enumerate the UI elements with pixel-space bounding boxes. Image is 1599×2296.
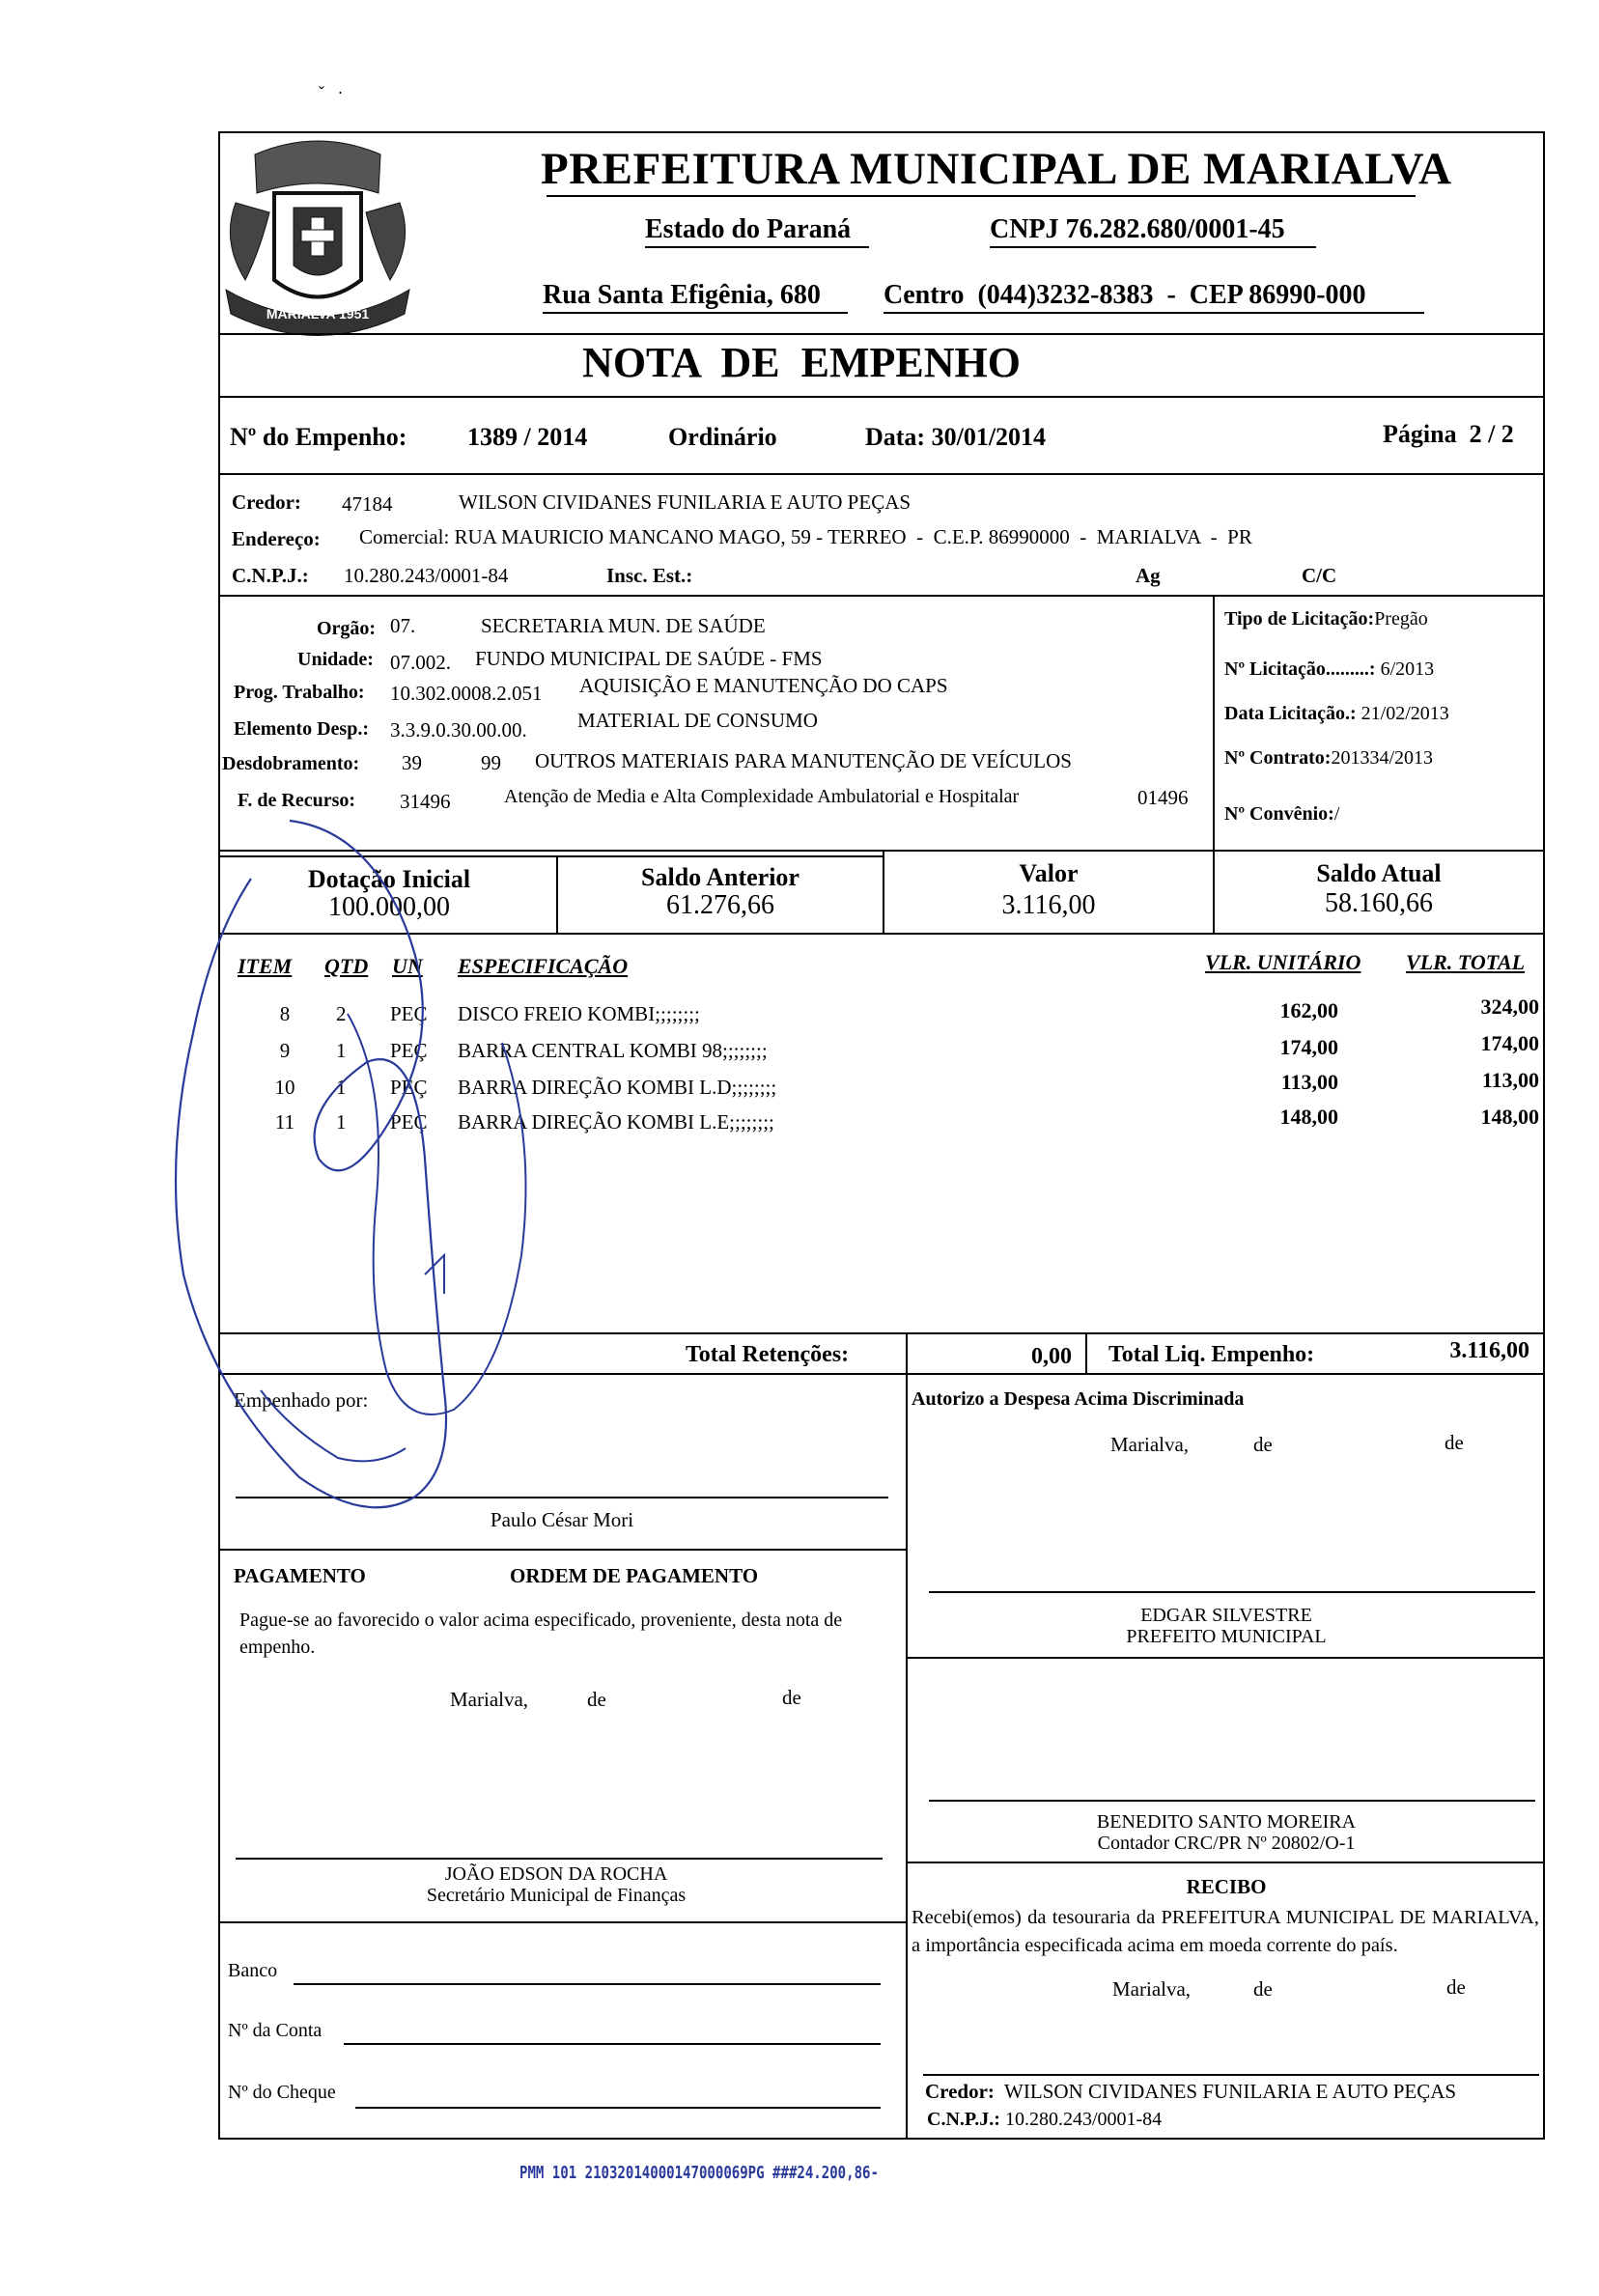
state-name: Estado do Paraná xyxy=(645,214,852,244)
conta-label: Nº da Conta xyxy=(228,2020,323,2041)
recibo-place: Marialva, xyxy=(1112,1977,1192,2001)
item-qty: 2 xyxy=(336,1002,347,1025)
retencoes-label: Total Retenções: xyxy=(686,1342,850,1367)
unidade-code: 07.002. xyxy=(390,651,451,674)
pagamento-de-2: de xyxy=(782,1686,801,1709)
dotacao-inicial-label: Dotação Inicial xyxy=(307,865,471,893)
cc-label: C/C xyxy=(1302,564,1337,587)
autorizo-place: Marialva, xyxy=(1110,1433,1190,1456)
total-liq-label: Total Liq. Empenho: xyxy=(1108,1342,1315,1367)
convenio-number: Nº Convênio:/ xyxy=(1224,803,1340,825)
total-liq-value: 3.116,00 xyxy=(1449,1338,1529,1363)
empenho-date: Data: 30/01/2014 xyxy=(865,423,1047,451)
saldo-anterior-value: 61.276,66 xyxy=(666,890,774,920)
item-description: BARRA DIREÇÃO KOMBI L.D;;;;;;;; xyxy=(458,1076,777,1099)
desdobramento-code2: 99 xyxy=(481,751,501,774)
desdobramento-name: OUTROS MATERIAIS PARA MANUTENÇÃO DE VEÍCULOS xyxy=(535,749,1072,772)
prog-label: Prog. Trabalho: xyxy=(234,682,365,703)
desdobramento-code1: 39 xyxy=(402,751,422,774)
item-unit-price: 162,00 xyxy=(1279,998,1338,1022)
scan-mark: ˇ · xyxy=(319,83,344,102)
recibo-de-1: de xyxy=(1253,1977,1273,2001)
item-total-price: 148,00 xyxy=(1480,1105,1539,1129)
item-unit: PEÇ xyxy=(390,1039,428,1062)
saldo-anterior-label: Saldo Anterior xyxy=(641,863,800,891)
valor-label: Valor xyxy=(1019,859,1079,887)
municipality-cnpj: CNPJ 76.282.680/0001-45 xyxy=(990,214,1285,244)
items-col-item: ITEM xyxy=(238,954,293,978)
recurso-code: 31496 xyxy=(400,790,451,813)
item-number: 8 xyxy=(279,1002,291,1025)
empenhado-label: Empenhado por: xyxy=(234,1388,369,1412)
recibo-title: RECIBO xyxy=(1186,1875,1267,1898)
saldo-atual-value: 58.160,66 xyxy=(1325,888,1433,918)
pagamento-de-1: de xyxy=(587,1688,606,1711)
prog-name: AQUISIÇÃO E MANUTENÇÃO DO CAPS xyxy=(579,674,948,697)
municipality-contact: Centro (044)3232-8383 - CEP 86990-000 xyxy=(884,280,1366,310)
orgao-label: Orgão: xyxy=(317,618,377,639)
credor-address: Comercial: RUA MAURICIO MANCANO MAGO, 59 - TERREO - C.E.P. 86990000 - MARIALVA - PR xyxy=(359,525,1252,548)
item-unit-price: 148,00 xyxy=(1279,1105,1338,1129)
pagamento-label: PAGAMENTO xyxy=(234,1564,366,1587)
ordem-pagamento-label: ORDEM DE PAGAMENTO xyxy=(510,1564,759,1587)
municipal-seal xyxy=(216,135,419,346)
handwritten-signature xyxy=(154,792,618,1526)
ag-label: Ag xyxy=(1136,564,1161,587)
empenho-number-label: Nº do Empenho: xyxy=(230,423,407,451)
licitacao-number: Nº Licitação.........: 6/2013 xyxy=(1224,658,1435,680)
item-number: 10 xyxy=(274,1076,295,1099)
item-number: 9 xyxy=(279,1039,291,1062)
licitacao-date: Data Licitação.: 21/02/2013 xyxy=(1224,703,1449,724)
recurso-label: F. de Recurso: xyxy=(238,790,356,811)
cnpj-footer: C.N.P.J.: 10.280.243/0001-84 xyxy=(927,2109,1163,2130)
insc-label: Insc. Est.: xyxy=(606,564,693,587)
item-qty: 1 xyxy=(336,1110,347,1134)
autorizo-de-1: de xyxy=(1253,1433,1273,1456)
credor-code: 47184 xyxy=(342,492,393,516)
item-qty: 1 xyxy=(336,1076,347,1099)
item-description: DISCO FREIO KOMBI;;;;;;;; xyxy=(458,1002,700,1025)
empenhado-name: Paulo César Mori xyxy=(490,1508,634,1531)
item-number: 11 xyxy=(274,1110,295,1134)
credor-name: WILSON CIVIDANES FUNILARIA E AUTO PEÇAS xyxy=(459,490,912,514)
items-col-un: UN xyxy=(392,954,423,978)
elemento-label: Elemento Desp.: xyxy=(234,718,369,740)
item-unit-price: 113,00 xyxy=(1280,1070,1338,1094)
contador-name: BENEDITO SANTO MOREIRA xyxy=(1096,1811,1357,1833)
item-unit: PEÇ xyxy=(390,1002,428,1025)
prefeito-name: EDGAR SILVESTRE xyxy=(1140,1605,1312,1626)
cnpj-label: C.N.P.J.: xyxy=(232,564,309,587)
municipality-title: PREFEITURA MUNICIPAL DE MARIALVA xyxy=(541,144,1452,194)
item-description: BARRA DIREÇÃO KOMBI L.E;;;;;;;; xyxy=(458,1110,774,1134)
recibo-de-2: de xyxy=(1446,1975,1466,1999)
pague-se-text: Pague-se ao favorecido o valor acima especificado, proveniente, desta nota de empenho. xyxy=(239,1610,843,1658)
retencoes-value: 0,00 xyxy=(1031,1344,1072,1369)
address-label: Endereço: xyxy=(232,527,321,550)
items-col-total-value: VLR. TOTAL xyxy=(1406,950,1526,974)
prog-code: 10.302.0008.2.051 xyxy=(390,682,543,705)
dotacao-inicial-value: 100.000,00 xyxy=(328,892,450,922)
banco-label: Banco xyxy=(228,1960,278,1981)
pagamento-place: Marialva, xyxy=(450,1688,529,1711)
item-total-price: 113,00 xyxy=(1481,1068,1539,1092)
conta-field[interactable] xyxy=(344,2043,881,2045)
document-title: NOTA DE EMPENHO xyxy=(582,339,1021,386)
cheque-field[interactable] xyxy=(355,2107,881,2109)
autorizo-label: Autorizo a Despesa Acima Discriminada xyxy=(912,1388,1245,1410)
recurso-name: Atenção de Media e Alta Complexidade Ambulatorial e Hospitalar xyxy=(504,786,1020,807)
contador-role: Contador CRC/PR Nº 20802/O-1 xyxy=(1097,1833,1356,1854)
secretario-role: Secretário Municipal de Finanças xyxy=(426,1885,687,1906)
credor-label: Credor: xyxy=(232,490,301,514)
credor-footer: Credor: WILSON CIVIDANES FUNILARIA E AUTO PEÇAS xyxy=(925,2080,1457,2103)
items-col-qtd: QTD xyxy=(324,954,369,978)
orgao-name: SECRETARIA MUN. DE SAÚDE xyxy=(481,614,766,637)
orgao-code: 07. xyxy=(390,614,416,637)
recibo-text: Recebi(emos) da tesouraria da PREFEITURA MUNICIPAL DE MARIALVA, a importância especificada acima em moeda corrente do país. xyxy=(912,1907,1539,1956)
banco-field[interactable] xyxy=(294,1983,881,1985)
page-number: Página 2 / 2 xyxy=(1383,420,1514,448)
licitacao-type: Tipo de Licitação:Pregão xyxy=(1224,608,1428,630)
municipality-address: Rua Santa Efigênia, 680 xyxy=(543,280,821,310)
secretario-name: JOÃO EDSON DA ROCHA xyxy=(444,1863,668,1885)
item-qty: 1 xyxy=(336,1039,347,1062)
unidade-name: FUNDO MUNICIPAL DE SAÚDE - FMS xyxy=(475,647,823,670)
empenho-type: Ordinário xyxy=(668,423,777,451)
elemento-code: 3.3.9.0.30.00.00. xyxy=(390,718,527,742)
items-col-spec: ESPECIFICAÇÃO xyxy=(458,954,629,978)
empenho-number: 1389 / 2014 xyxy=(467,423,588,451)
item-description: BARRA CENTRAL KOMBI 98;;;;;;;; xyxy=(458,1039,768,1062)
item-unit: PEÇ xyxy=(390,1076,428,1099)
unidade-label: Unidade: xyxy=(297,649,374,670)
elemento-name: MATERIAL DE CONSUMO xyxy=(577,709,818,732)
cheque-label: Nº do Cheque xyxy=(228,2082,336,2103)
saldo-atual-label: Saldo Atual xyxy=(1316,859,1442,887)
credor-cnpj: 10.280.243/0001-84 xyxy=(344,564,509,587)
valor-value: 3.116,00 xyxy=(1001,890,1096,920)
item-total-price: 174,00 xyxy=(1480,1031,1539,1055)
desdobramento-label: Desdobramento: xyxy=(222,753,360,774)
items-col-unit-value: VLR. UNITÁRIO xyxy=(1205,950,1361,974)
autorizo-de-2: de xyxy=(1445,1431,1464,1454)
prefeito-role: PREFEITO MUNICIPAL xyxy=(1126,1626,1327,1647)
contract-number: Nº Contrato:201334/2013 xyxy=(1224,747,1434,769)
recurso-code2: 01496 xyxy=(1137,786,1189,809)
mechanical-stamp: PMM 101 21032014000147000069PG ###24.200,86- xyxy=(519,2163,879,2183)
item-total-price: 324,00 xyxy=(1480,994,1539,1019)
item-unit-price: 174,00 xyxy=(1279,1035,1338,1059)
svg-text:MARIALVA 1951: MARIALVA 1951 xyxy=(266,306,370,322)
item-unit: PEÇ xyxy=(390,1110,428,1134)
